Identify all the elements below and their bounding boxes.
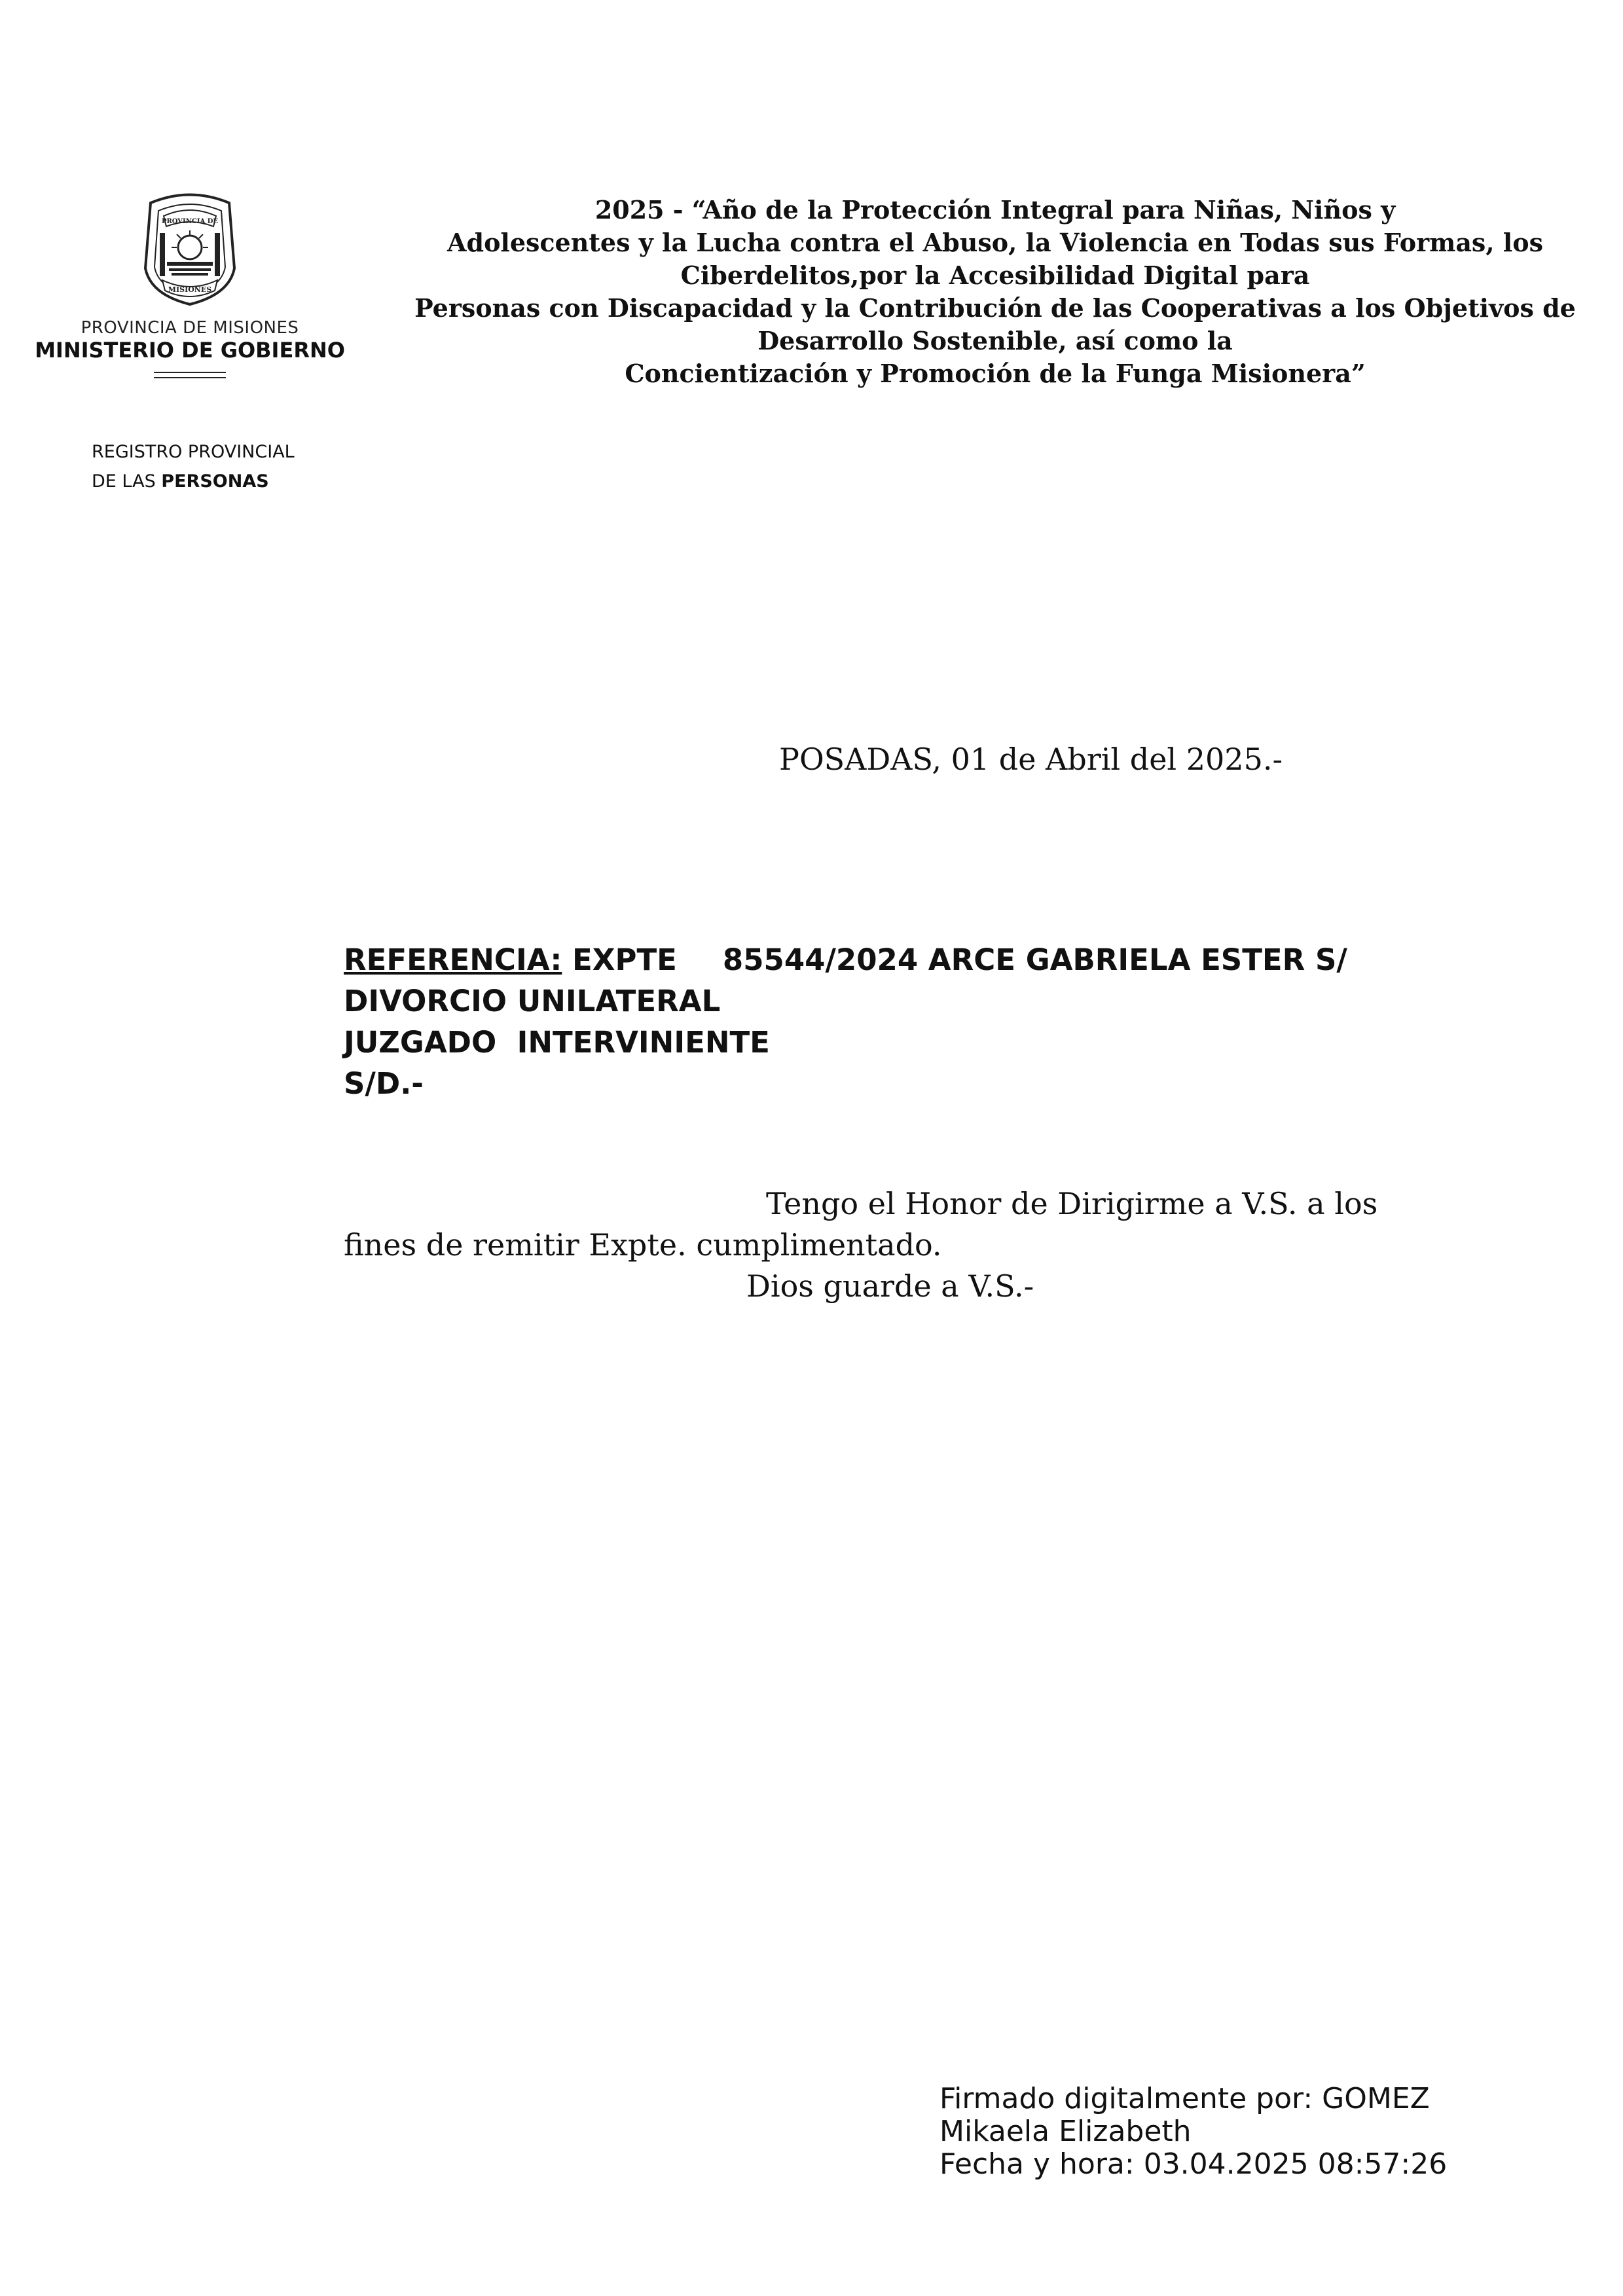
motto-line-4: Personas con Discapacidad y la Contribución de las Cooperativas a los Objetivos de <box>414 293 1576 323</box>
reference-line-4: S/D.- <box>344 1066 424 1101</box>
reference-block <box>344 939 1347 1104</box>
registry-line-1: REGISTRO PROVINCIAL <box>92 442 295 462</box>
letter-body <box>344 1183 1457 1307</box>
motto-line-1: 2025 - “Año de la Protección Integral para Niñas, Niños y <box>594 195 1396 224</box>
seal-text-top: PROVINCIA DE <box>161 218 219 225</box>
year-motto <box>399 194 1591 390</box>
reference-line-3: JUZGADO INTERVINIENTE <box>344 1025 770 1060</box>
digital-signature <box>939 2083 1447 2181</box>
registry-line-2-bold: PERSONAS <box>161 471 269 492</box>
ministry-name: MINISTERIO DE GOBIERNO <box>35 338 345 363</box>
motto-line-6: Concientización y Promoción de la Funga Misionera” <box>625 359 1366 388</box>
body-line-2: fines de remitir Expte. cumplimentado. <box>344 1227 942 1263</box>
registry-label <box>92 437 295 496</box>
letterhead-logo <box>33 190 347 386</box>
body-line-1: Tengo el Honor de Dirigirme a V.S. a los <box>766 1186 1378 1221</box>
registry-line-2-prefix: DE LAS <box>92 471 162 492</box>
body-line-3: Dios guarde a V.S.- <box>746 1268 1034 1304</box>
motto-line-5: Desarrollo Sostenible, así como la <box>757 326 1233 355</box>
reference-line-1 <box>344 939 1347 980</box>
motto-line-3: Ciberdelitos,por la Accesibilidad Digital para <box>680 260 1310 290</box>
signature-line-2: Mikaela Elizabeth <box>939 2115 1192 2148</box>
signature-line-3: Fecha y hora: 03.04.2025 08:57:26 <box>939 2147 1448 2181</box>
seal-text-bottom: MISIONES <box>168 285 212 294</box>
registry-line-2 <box>92 467 295 496</box>
reference-expte: EXPTE <box>572 942 677 977</box>
reference-line-2: DIVORCIO UNILATERAL <box>344 984 721 1018</box>
motto-line-2: Adolescentes y la Lucha contra el Abuso, la Violencia en Todas sus Formas, los <box>447 228 1543 257</box>
reference-case: 85544/2024 ARCE GABRIELA ESTER S/ <box>722 942 1347 977</box>
signature-line-1: Firmado digitalmente por: GOMEZ <box>939 2082 1430 2115</box>
place-date: POSADAS, 01 de Abril del 2025.- <box>779 742 1283 777</box>
province-seal-icon <box>131 190 249 308</box>
reference-label: REFERENCIA: <box>344 942 562 977</box>
logo-divider <box>154 372 226 378</box>
province-name: PROVINCIA DE MISIONES <box>81 318 299 338</box>
